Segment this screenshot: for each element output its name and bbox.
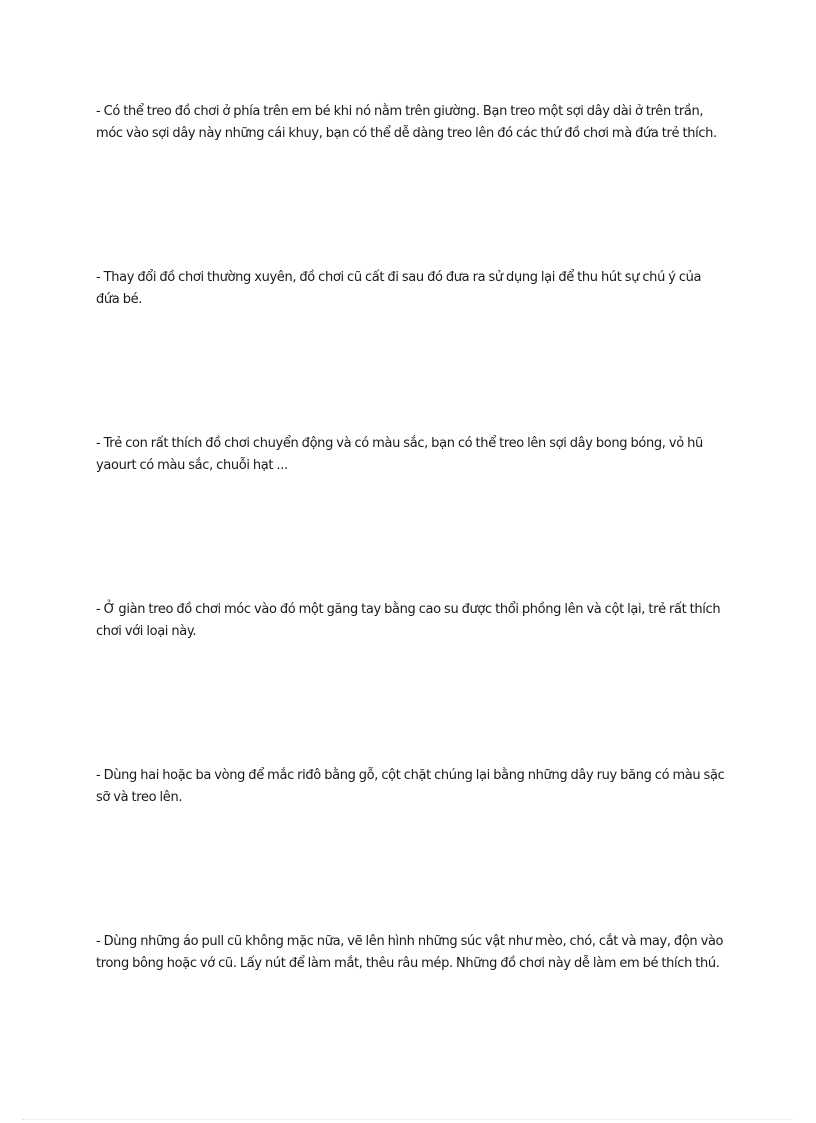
paragraph-moving-colorful-toys: - Trẻ con rất thích đồ chơi chuyển động và có màu sắc, bạn có thể treo lên sợi dây bong bóng, vỏ hũ yaourt có màu sắc, chuỗi hạt ...	[96, 436, 703, 473]
paragraph-rotate-toys: - Thay đổi đồ chơi thường xuyên, đồ chơi cũ cất đi sau đó đưa ra sử dụng lại để thu hút sự chú ý của đứa bé.	[96, 270, 702, 307]
paragraph-sewn-animal-toys: - Dùng những áo pull cũ không mặc nữa, vẽ lên hình những súc vật như mèo, chó, cắt và may, độn vào trong bông hoặc vớ cũ. Lấy nút để làm mắt, thêu râu mép. Những đồ chơi này dễ làm em bé thích thú.	[96, 934, 724, 971]
paragraph-inflated-glove: - Ở giàn treo đồ chơi móc vào đó một găng tay bằng cao su được thổi phồng lên và cột lại, trẻ rất thích chơi với loại này.	[96, 602, 721, 639]
paragraph-hang-toys-above-bed: - Có thể treo đồ chơi ở phía trên em bé khi nó nằm trên giường. Bạn treo một sợi dây dài ở trên trần, móc vào sợi dây này những cái khuy, bạn có thể dễ dàng treo lên đó các thứ đồ chơi mà đứa trẻ thích.	[96, 104, 717, 141]
page-bottom-divider	[22, 1119, 794, 1120]
paragraph-wooden-rings: - Dùng hai hoặc ba vòng để mắc riđô bằng gỗ, cột chặt chúng lại bằng những dây ruy băng có màu sặc sỡ và treo lên.	[96, 768, 725, 805]
